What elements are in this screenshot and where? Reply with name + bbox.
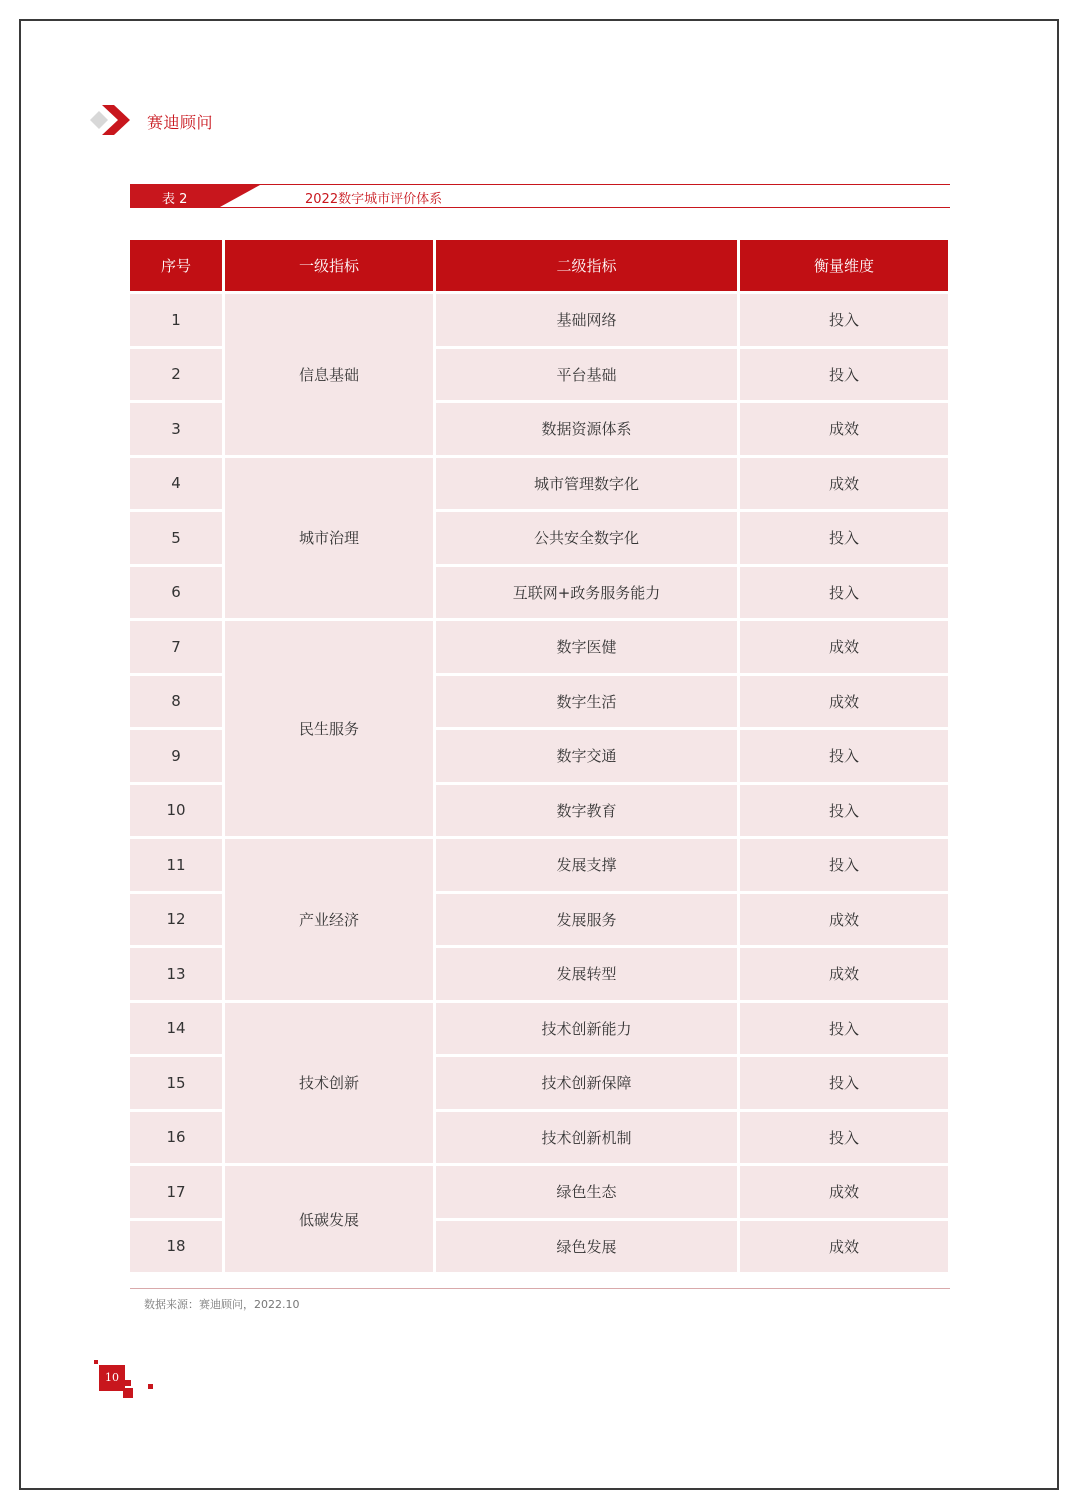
cell-primary: 技术创新 (225, 1003, 433, 1164)
cell-dimension: 成效 (740, 458, 948, 510)
page-number-block (94, 1360, 164, 1400)
cell-secondary: 发展服务 (436, 894, 737, 946)
cell-secondary: 城市管理数字化 (436, 458, 737, 510)
cell-dimension: 成效 (740, 1166, 948, 1218)
cell-secondary: 技术创新能力 (436, 1003, 737, 1055)
cell-dimension: 成效 (740, 894, 948, 946)
cell-no: 16 (130, 1112, 222, 1164)
cell-no: 11 (130, 839, 222, 891)
cell-dimension: 投入 (740, 567, 948, 619)
cell-dimension: 成效 (740, 1221, 948, 1273)
data-source: 数据来源：赛迪顾问，2022.10 (144, 1298, 300, 1311)
cell-no: 5 (130, 512, 222, 564)
cell-no: 4 (130, 458, 222, 510)
footer-rule (130, 1288, 950, 1289)
cell-no: 17 (130, 1166, 222, 1218)
evaluation-table (127, 237, 951, 1275)
cell-dimension: 投入 (740, 1003, 948, 1055)
cell-secondary: 数字医健 (436, 621, 737, 673)
caption-tag-shape (130, 184, 260, 208)
cell-dimension: 投入 (740, 1057, 948, 1109)
cell-secondary: 平台基础 (436, 349, 737, 401)
cell-no: 6 (130, 567, 222, 619)
table-caption (130, 184, 950, 210)
cell-no: 14 (130, 1003, 222, 1055)
table-row (130, 1003, 948, 1055)
table-row (130, 621, 948, 673)
caption-tag: 表 2 (162, 192, 188, 207)
chevron-logo-icon (90, 102, 140, 138)
cell-secondary: 技术创新保障 (436, 1057, 737, 1109)
cell-primary: 产业经济 (225, 839, 433, 1000)
cell-dimension: 成效 (740, 403, 948, 455)
cell-secondary: 互联网+政务服务能力 (436, 567, 737, 619)
cell-secondary: 基础网络 (436, 294, 737, 346)
header-secondary: 二级指标 (436, 240, 737, 291)
cell-secondary: 数据资源体系 (436, 403, 737, 455)
cell-dimension: 投入 (740, 730, 948, 782)
cell-no: 15 (130, 1057, 222, 1109)
cell-dimension: 成效 (740, 948, 948, 1000)
cell-no: 3 (130, 403, 222, 455)
cell-primary: 城市治理 (225, 458, 433, 619)
cell-dimension: 投入 (740, 349, 948, 401)
cell-secondary: 数字教育 (436, 785, 737, 837)
cell-primary: 低碳发展 (225, 1166, 433, 1272)
cell-secondary: 技术创新机制 (436, 1112, 737, 1164)
cell-dimension: 投入 (740, 785, 948, 837)
cell-secondary: 数字生活 (436, 676, 737, 728)
pixel-decoration (125, 1380, 131, 1386)
header-dimension: 衡量维度 (740, 240, 948, 291)
pixel-decoration (148, 1384, 153, 1389)
cell-secondary: 发展转型 (436, 948, 737, 1000)
table-row (130, 839, 948, 891)
cell-no: 2 (130, 349, 222, 401)
table-row (130, 294, 948, 346)
cell-no: 7 (130, 621, 222, 673)
pixel-decoration (94, 1360, 98, 1364)
cell-no: 13 (130, 948, 222, 1000)
cell-no: 9 (130, 730, 222, 782)
cell-secondary: 绿色发展 (436, 1221, 737, 1273)
page-number: 10 (105, 1371, 119, 1384)
cell-dimension: 投入 (740, 294, 948, 346)
cell-secondary: 数字交通 (436, 730, 737, 782)
cell-no: 8 (130, 676, 222, 728)
caption-title: 2022数字城市评价体系 (305, 192, 443, 207)
cell-primary: 信息基础 (225, 294, 433, 455)
cell-secondary: 公共安全数字化 (436, 512, 737, 564)
brand-name: 赛迪顾问 (147, 113, 214, 132)
cell-dimension: 投入 (740, 512, 948, 564)
cell-dimension: 投入 (740, 839, 948, 891)
cell-secondary: 发展支撑 (436, 839, 737, 891)
cell-dimension: 投入 (740, 1112, 948, 1164)
cell-no: 10 (130, 785, 222, 837)
pixel-decoration (123, 1388, 133, 1398)
header-no: 序号 (130, 240, 222, 291)
cell-secondary: 绿色生态 (436, 1166, 737, 1218)
cell-dimension: 成效 (740, 621, 948, 673)
cell-no: 12 (130, 894, 222, 946)
table-row (130, 1166, 948, 1218)
cell-dimension: 成效 (740, 676, 948, 728)
table-header-row (130, 240, 948, 291)
cell-no: 1 (130, 294, 222, 346)
table-row (130, 458, 948, 510)
cell-primary: 民生服务 (225, 621, 433, 836)
header-primary: 一级指标 (225, 240, 433, 291)
cell-no: 18 (130, 1221, 222, 1273)
